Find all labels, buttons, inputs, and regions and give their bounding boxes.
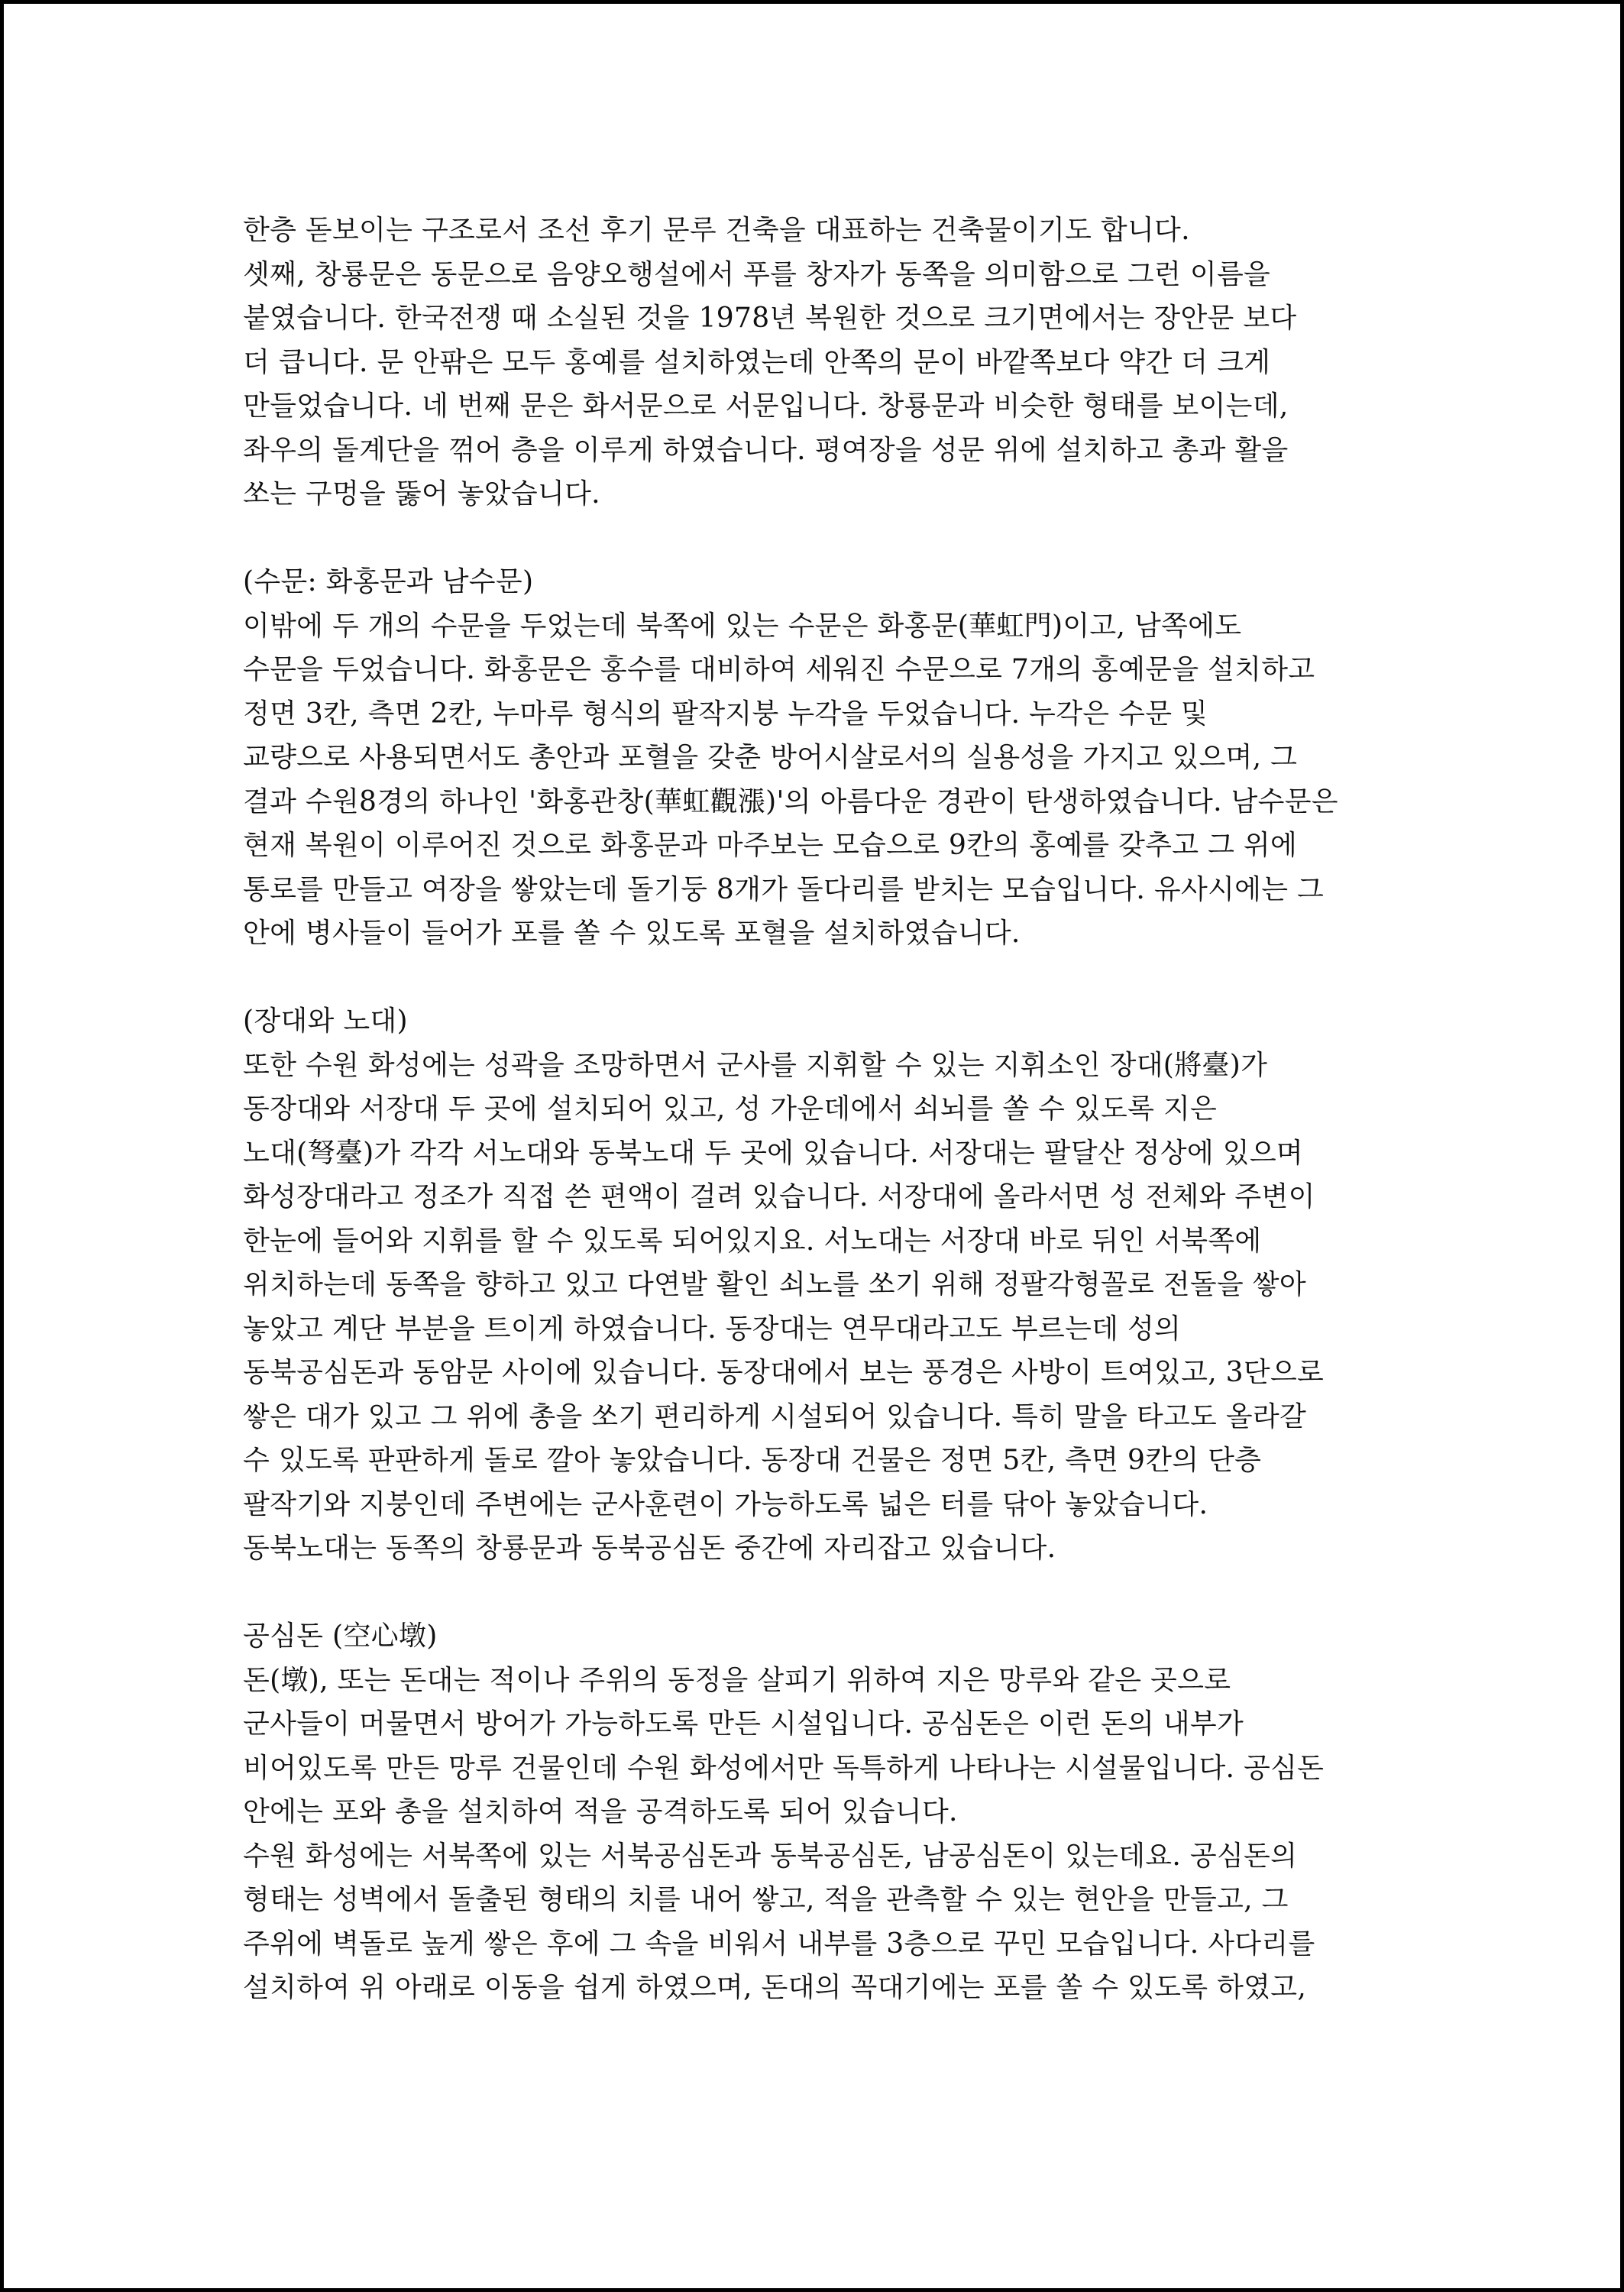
paragraph-gap <box>243 956 1362 1000</box>
text-line: 쌓은 대가 있고 그 위에 총을 쏘기 편리하게 시설되어 있습니다. 특히 말을 타고도 올라갈 <box>243 1400 1307 1432</box>
text-line: 화성장대라고 정조가 직접 쓴 편액이 걸려 있습니다. 서장대에 올라서면 성 전체와 주변이 <box>243 1181 1315 1212</box>
document-body <box>243 209 1362 2010</box>
text-line: 만들었습니다. 네 번째 문은 화서문으로 서문입니다. 창룡문과 비슷한 형태를 보이는데, <box>243 390 1289 422</box>
text-line: 정면 3칸, 측면 2칸, 누마루 형식의 팔작지붕 누각을 두었습니다. 누각은 수문 및 <box>243 698 1208 730</box>
section-heading: (수문: 화홍문과 남수문) <box>243 566 534 597</box>
text-line: 놓았고 계단 부분을 트이게 하였습니다. 동장대는 연무대라고도 부르는데 성의 <box>243 1313 1182 1345</box>
text-line: 노대(弩臺)가 각각 서노대와 동북노대 두 곳에 있습니다. 서장대는 팔달산 정상에 있으며 <box>243 1137 1303 1169</box>
text-line: 안에는 포와 총을 설치하여 적을 공격하도록 되어 있습니다. <box>243 1796 958 1827</box>
text-line: 군사들이 머물면서 방어가 가능하도록 만든 시설입니다. 공심돈은 이런 돈의 내부가 <box>243 1708 1244 1740</box>
text-line: 동장대와 서장대 두 곳에 설치되어 있고, 성 가운데에서 쇠뇌를 쏠 수 있도록 지은 <box>243 1093 1218 1125</box>
text-line: 통로를 만들고 여장을 쌓았는데 돌기둥 8개가 돌다리를 받치는 모습입니다. 유사시에는 그 <box>243 873 1325 905</box>
text-line: 설치하여 위 아래로 이동을 쉽게 하였으며, 돈대의 꼭대기에는 포를 쏠 수 있도록 하였고, <box>243 1972 1307 2003</box>
text-line: 한층 돋보이는 구조로서 조선 후기 문루 건축을 대표하는 건축물이기도 합니다. <box>243 215 1190 246</box>
text-line: 비어있도록 만든 망루 건물인데 수원 화성에서만 독특하게 나타나는 시설물입니다. 공심돈 <box>243 1752 1325 1784</box>
text-line: 위치하는데 동쪽을 향하고 있고 다연발 활인 쇠노를 쏘기 위해 정팔각형꼴로 전돌을 쌓아 <box>243 1269 1306 1300</box>
text-line: 붙였습니다. 한국전쟁 때 소실된 것을 1978년 복원한 것으로 크기면에서는 장안문 보다 <box>243 303 1297 334</box>
paragraph-gap <box>243 1571 1362 1615</box>
text-line: 동북공심돈과 동암문 사이에 있습니다. 동장대에서 보는 풍경은 사방이 트여있고, 3단으로 <box>243 1357 1325 1388</box>
text-line: 안에 병사들이 들어가 포를 쏠 수 있도록 포혈을 설치하였습니다. <box>243 918 1021 949</box>
text-line: 현재 복원이 이루어진 것으로 화홍문과 마주보는 모습으로 9칸의 홍예를 갖추고 그 위에 <box>243 830 1298 861</box>
text-line: 교량으로 사용되면서도 총안과 포혈을 갖춘 방어시살로서의 실용성을 가지고 있으며, 그 <box>243 742 1298 773</box>
text-line: 더 큽니다. 문 안팎은 모두 홍예를 설치하였는데 안쪽의 문이 바깥쪽보다 약간 더 크게 <box>243 346 1271 378</box>
text-line: 셋째, 창룡문은 동문으로 음양오행설에서 푸를 창자가 동쪽을 의미함으로 그런 이름을 <box>243 258 1271 290</box>
paragraph-gap <box>243 516 1362 561</box>
section-heading: (장대와 노대) <box>243 1005 408 1037</box>
text-line: 돈(墩), 또는 돈대는 적이나 주위의 동정을 살피기 위하여 지은 망루와 같은 곳으로 <box>243 1664 1231 1696</box>
text-line: 좌우의 돌계단을 꺾어 층을 이루게 하였습니다. 평여장을 성문 위에 설치하고 총과 활을 <box>243 434 1289 466</box>
text-line: 쏘는 구멍을 뚫어 놓았습니다. <box>243 478 600 510</box>
text-line: 형태는 성벽에서 돌출된 형태의 치를 내어 쌓고, 적을 관측할 수 있는 현안을 만들고, 그 <box>243 1884 1289 1915</box>
text-line: 이밖에 두 개의 수문을 두었는데 북쪽에 있는 수문은 화홍문(華虹門)이고, 남쪽에도 <box>243 610 1242 642</box>
section-heading: 공심돈 (空心墩) <box>243 1620 438 1652</box>
text-line: 동북노대는 동쪽의 창룡문과 동북공심돈 중간에 자리잡고 있습니다. <box>243 1533 1056 1564</box>
text-line: 수문을 두었습니다. 화홍문은 홍수를 대비하여 세워진 수문으로 7개의 홍예문을 설치하고 <box>243 654 1315 685</box>
text-line: 한눈에 들어와 지휘를 할 수 있도록 되어있지요. 서노대는 서장대 바로 뒤인 서북쪽에 <box>243 1225 1262 1257</box>
text-line: 수원 화성에는 서북쪽에 있는 서북공심돈과 동북공심돈, 남공심돈이 있는데요. 공심돈의 <box>243 1840 1298 1872</box>
text-line: 결과 수원8경의 하나인 '화홍관창(華虹觀漲)'의 아름다운 경관이 탄생하였습니다. 남수문은 <box>243 785 1338 817</box>
text-line: 팔작기와 지붕인데 주변에는 군사훈련이 가능하도록 넓은 터를 닦아 놓았습니다. <box>243 1488 1208 1520</box>
text-line: 또한 수원 화성에는 성곽을 조망하면서 군사를 지휘할 수 있는 지휘소인 장대(將臺)가 <box>243 1049 1268 1081</box>
text-line: 주위에 벽돌로 높게 쌓은 후에 그 속을 비워서 내부를 3층으로 꾸민 모습입니다. 사다리를 <box>243 1928 1315 1960</box>
text-line: 수 있도록 판판하게 돌로 깔아 놓았습니다. 동장대 건물은 정면 5칸, 측면 9칸의 단층 <box>243 1445 1262 1476</box>
